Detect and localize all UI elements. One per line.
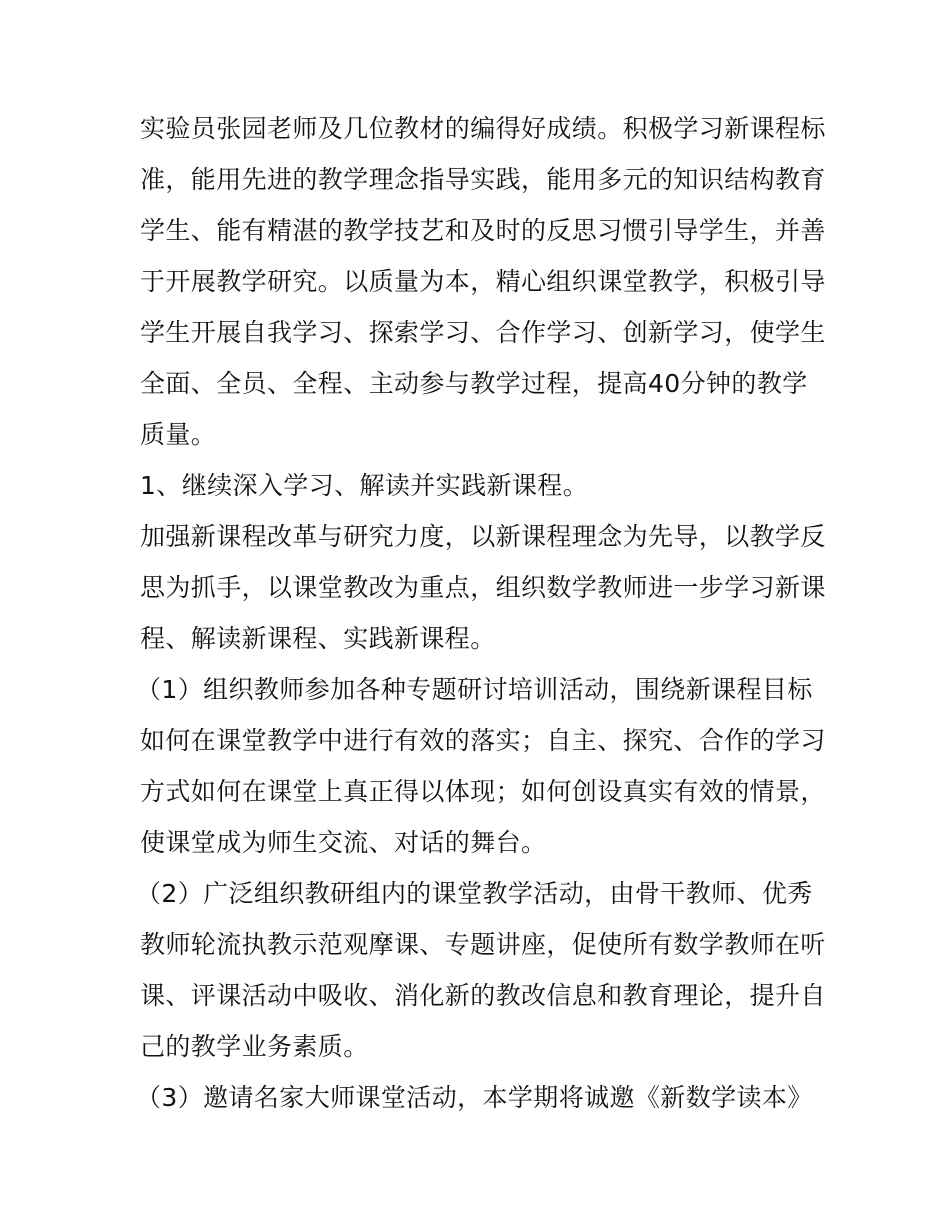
text-line: 于开展教学研究。以质量为本，精心组织课堂教学，积极引导 — [140, 267, 826, 296]
text-line: 质量。 — [140, 420, 217, 449]
text-line: 加强新课程改革与研究力度，以新课程理念为先导，以教学反 — [140, 522, 826, 551]
list-item-start: （2）广泛组织教研组内的课堂教学活动，由骨干教师、优秀 — [136, 879, 813, 908]
text-line: 教师轮流执教示范观摩课、专题讲座，促使所有数学教师在听 — [140, 930, 826, 959]
text-line: 己的教学业务素质。 — [140, 1032, 369, 1061]
text-line: 程、解读新课程、实践新课程。 — [140, 624, 496, 653]
list-item-start: （3）邀请名家大师课堂活动，本学期将诚邀《新数学读本》 — [136, 1083, 813, 1112]
text-line: 思为抓手，以课堂教改为重点，组织数学教师进一步学习新课 — [140, 573, 826, 602]
document-body — [136, 103, 826, 1123]
text-line: 课、评课活动中吸收、消化新的教改信息和教育理论，提升自 — [140, 981, 826, 1010]
text-line: 准，能用先进的教学理念指导实践，能用多元的知识结构教育 — [140, 165, 826, 194]
text-line: 使课堂成为师生交流、对话的舞台。 — [140, 828, 547, 857]
text-line: 方式如何在课堂上真正得以体现；如何创设真实有效的情景， — [140, 777, 826, 806]
text-line: 学生、能有精湛的教学技艺和及时的反思习惯引导学生，并善 — [140, 216, 826, 245]
text-line: 全面、全员、全程、主动参与教学过程，提高40分钟的教学 — [140, 369, 808, 398]
text-line: 如何在课堂教学中进行有效的落实；自主、探究、合作的学习 — [140, 726, 826, 755]
list-item-start: （1）组织教师参加各种专题研讨培训活动，围绕新课程目标 — [136, 675, 813, 704]
section-heading: 1、继续深入学习、解读并实践新课程。 — [140, 471, 589, 500]
text-line: 学生开展自我学习、探索学习、合作学习、创新学习，使学生 — [140, 318, 826, 347]
text-line: 实验员张园老师及几位教材的编得好成绩。积极学习新课程标 — [140, 114, 826, 143]
